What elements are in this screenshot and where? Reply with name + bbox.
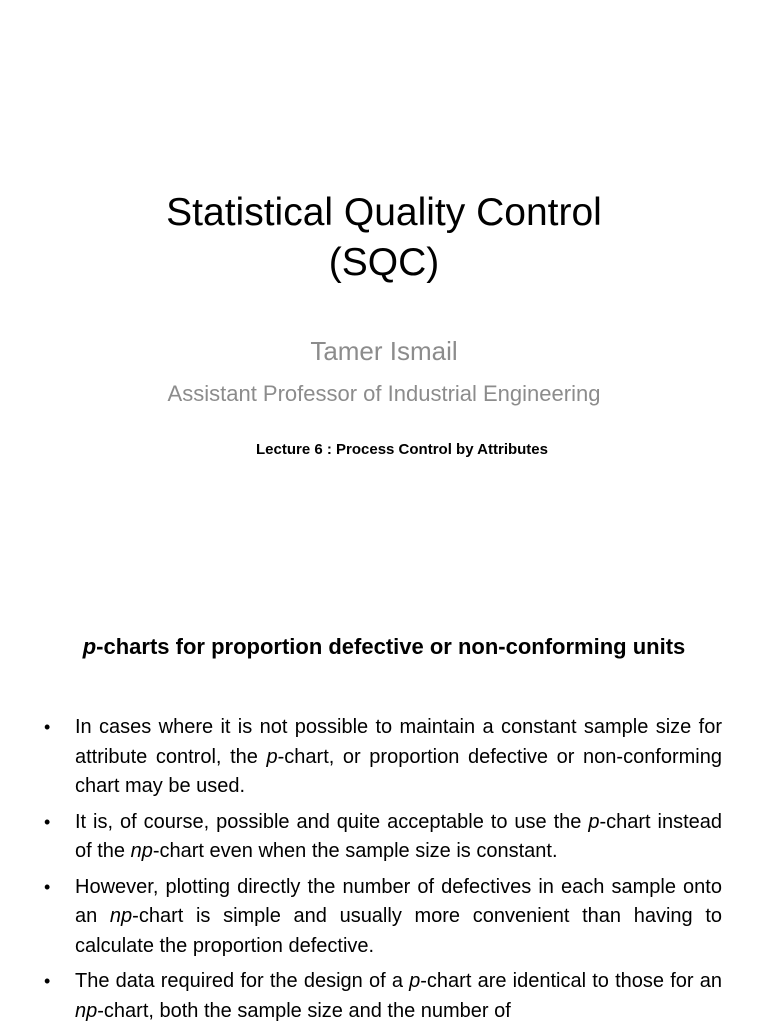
- bullet-text: -chart instead of the: [75, 810, 722, 862]
- bullet-text: -chart are identical to those for an: [420, 970, 722, 992]
- bullet-text: -chart, both the sample size and the number of: [97, 999, 511, 1022]
- title-line-1: Statistical Quality Control: [166, 191, 602, 234]
- bullet-item: [40, 713, 722, 802]
- heading-text: -charts for proportion defective or non-conforming units: [96, 634, 686, 659]
- bullet-italic: np: [109, 905, 133, 927]
- bullet-text: However, plotting directly the number of defectives in each sample onto an: [75, 875, 722, 927]
- bullet-icon: •: [44, 876, 51, 897]
- bullet-item: [40, 873, 722, 962]
- author-name: Tamer Ismail: [310, 336, 458, 366]
- lecture-label: Lecture 6 : Process Control by Attributes: [255, 441, 548, 458]
- bullet-italic: p: [588, 810, 600, 833]
- heading-italic: p: [82, 634, 97, 659]
- author-affiliation: Assistant Professor of Industrial Engineering: [167, 381, 601, 406]
- bullet-icon: •: [44, 971, 51, 991]
- bullet-text: It is, of course, possible and quite acceptable to use the: [75, 810, 589, 833]
- bullet-icon: •: [44, 811, 51, 832]
- slide-title: [0, 188, 768, 288]
- bullet-text: -chart is simple and usually more convenient than having to calculate the proportion defective.: [75, 905, 722, 957]
- bullet-italic: p: [409, 970, 421, 992]
- bullet-item: [40, 967, 722, 1026]
- bullet-text: -chart, or proportion defective or non-conforming chart may be used.: [75, 745, 722, 797]
- slide-heading: [0, 632, 768, 662]
- bullet-text: -chart even when the sample size is constant.: [152, 840, 558, 862]
- bullet-text: In cases where it is not possible to maintain a constant sample size for attribute control, the: [75, 716, 722, 768]
- bullet-italic: np: [75, 999, 98, 1022]
- bullet-italic: p: [266, 745, 278, 768]
- bullet-item: [40, 808, 722, 867]
- content-slide: [0, 576, 768, 1024]
- bullet-italic: np: [130, 840, 153, 862]
- bullet-icon: •: [44, 717, 51, 737]
- bullet-list: [40, 713, 722, 1032]
- bullet-text: The data required for the design of a: [75, 970, 410, 992]
- title-line-2: (SQC): [328, 241, 440, 284]
